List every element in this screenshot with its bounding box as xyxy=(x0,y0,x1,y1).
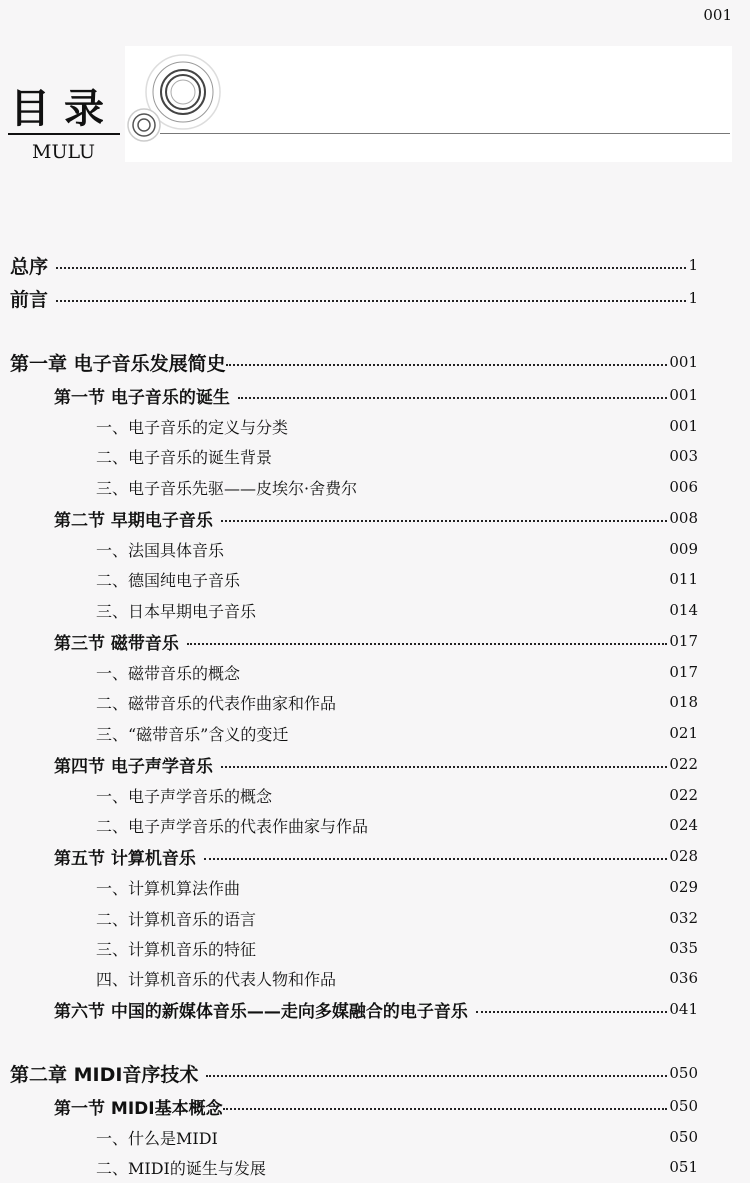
toc-entry-page: 024 xyxy=(669,816,698,834)
toc-dot-leader xyxy=(223,1108,668,1110)
toc-entry[interactable] xyxy=(0,626,698,656)
header-rule xyxy=(160,133,730,134)
toc-entry-page: 001 xyxy=(669,353,698,371)
toc-entry-title: 前言 xyxy=(10,288,49,311)
toc-entry-title: 总序 xyxy=(10,255,49,278)
toc-entry-page: 029 xyxy=(669,878,698,896)
toc-entry-page: 028 xyxy=(669,847,698,865)
toc-entry-page: 011 xyxy=(669,570,698,588)
toc-entry-title: 第五节 计算机音乐 xyxy=(54,848,196,869)
toc-entry-page: 032 xyxy=(669,909,698,927)
toc-entry-title: 二、磁带音乐的代表作曲家和作品 xyxy=(96,693,337,713)
toc-entry[interactable] xyxy=(0,780,698,810)
toc-entry-page: 001 xyxy=(669,386,698,404)
toc-dot-leader xyxy=(221,766,667,768)
toc-entry-title: 二、MIDI的诞生与发展 xyxy=(96,1158,266,1178)
page-subtitle: MULU xyxy=(32,141,96,163)
toc-entry[interactable] xyxy=(0,963,698,993)
toc-entry-title: 一、法国具体音乐 xyxy=(96,540,225,560)
toc-entry[interactable] xyxy=(0,347,698,377)
decorative-circles-icon xyxy=(120,50,230,145)
toc-entry[interactable] xyxy=(0,1058,698,1088)
toc-entry-page: 050 xyxy=(669,1128,698,1146)
toc-entry[interactable] xyxy=(0,841,698,871)
toc-entry-title: 一、磁带音乐的概念 xyxy=(96,663,241,683)
toc-entry[interactable] xyxy=(0,595,698,625)
toc-entry[interactable] xyxy=(0,810,698,840)
page-title: 目录 xyxy=(10,85,118,132)
toc-dot-leader xyxy=(238,397,667,399)
toc-entry-page: 022 xyxy=(669,755,698,773)
toc-entry-title: 第一章 电子音乐发展简史 xyxy=(10,352,226,375)
toc-entry-page: 036 xyxy=(669,969,698,987)
toc-entry[interactable] xyxy=(0,718,698,748)
toc-entry-title: 第二章 MIDI音序技术 xyxy=(10,1063,199,1086)
toc-entry-page: 051 xyxy=(669,1158,698,1176)
toc-entry[interactable] xyxy=(0,903,698,933)
toc-entry-title: 一、计算机算法作曲 xyxy=(96,878,241,898)
toc-entry-title: 二、电子音乐的诞生背景 xyxy=(96,447,273,467)
toc-entry-title: 四、计算机音乐的代表人物和作品 xyxy=(96,969,337,989)
toc-entry[interactable] xyxy=(0,657,698,687)
page-number: 001 xyxy=(703,6,732,24)
toc-entry-page: 001 xyxy=(669,417,698,435)
toc-dot-leader xyxy=(226,364,668,366)
toc-entry-title: 第三节 磁带音乐 xyxy=(54,633,179,654)
toc-entry-title: 一、什么是MIDI xyxy=(96,1128,218,1148)
toc-dot-leader xyxy=(476,1011,667,1013)
toc-entry-page: 1 xyxy=(688,256,698,274)
toc-entry[interactable] xyxy=(0,1152,698,1182)
toc-dot-leader xyxy=(204,858,667,860)
toc-entry[interactable] xyxy=(0,564,698,594)
toc-entry[interactable] xyxy=(0,994,698,1024)
toc-entry-title: 第六节 中国的新媒体音乐——走向多媒融合的电子音乐 xyxy=(54,1001,468,1022)
toc-entry-page: 006 xyxy=(669,478,698,496)
toc-dot-leader xyxy=(187,643,667,645)
toc-entry-page: 008 xyxy=(669,509,698,527)
toc-entry[interactable] xyxy=(0,283,698,313)
toc-entry[interactable] xyxy=(0,441,698,471)
toc-entry-title: 三、日本早期电子音乐 xyxy=(96,601,257,621)
toc-entry[interactable] xyxy=(0,534,698,564)
toc-entry-title: 第一节 电子音乐的诞生 xyxy=(54,387,230,408)
toc-entry[interactable] xyxy=(0,1091,698,1121)
toc-entry[interactable] xyxy=(0,411,698,441)
toc-dot-leader xyxy=(221,520,667,522)
toc-entry[interactable] xyxy=(0,687,698,717)
toc-dot-leader xyxy=(56,267,686,269)
toc-entry-page: 021 xyxy=(669,724,698,742)
toc-entry-page: 050 xyxy=(669,1097,698,1115)
toc-entry-title: 三、“磁带音乐”含义的变迁 xyxy=(96,724,289,744)
toc-entry-title: 第一节 MIDI基本概念 xyxy=(54,1098,223,1119)
toc-entry[interactable] xyxy=(0,749,698,779)
toc-entry-title: 第二节 早期电子音乐 xyxy=(54,510,213,531)
toc-dot-leader xyxy=(206,1075,667,1077)
toc-entry[interactable] xyxy=(0,872,698,902)
toc-dot-leader xyxy=(56,300,686,302)
toc-entry-page: 003 xyxy=(669,447,698,465)
toc-entry[interactable] xyxy=(0,503,698,533)
toc-entry-title: 三、电子音乐先驱——皮埃尔·舍费尔 xyxy=(96,478,358,498)
toc-entry[interactable] xyxy=(0,250,698,280)
toc-entry-page: 009 xyxy=(669,540,698,558)
toc-entry-title: 二、计算机音乐的语言 xyxy=(96,909,257,929)
toc-entry-page: 022 xyxy=(669,786,698,804)
toc-entry[interactable] xyxy=(0,380,698,410)
toc-entry-page: 041 xyxy=(669,1000,698,1018)
toc-entry-title: 一、电子音乐的定义与分类 xyxy=(96,417,289,437)
toc-entry-page: 017 xyxy=(669,632,698,650)
toc-entry-page: 014 xyxy=(669,601,698,619)
toc-entry-page: 050 xyxy=(669,1064,698,1082)
toc-entry-title: 二、德国纯电子音乐 xyxy=(96,570,241,590)
toc-entry-page: 035 xyxy=(669,939,698,957)
toc-entry-title: 三、计算机音乐的特征 xyxy=(96,939,257,959)
toc-entry-title: 二、电子声学音乐的代表作曲家与作品 xyxy=(96,816,369,836)
toc-entry-title: 一、电子声学音乐的概念 xyxy=(96,786,273,806)
title-underline xyxy=(8,133,120,135)
toc-entry-title: 第四节 电子声学音乐 xyxy=(54,756,213,777)
toc-entry[interactable] xyxy=(0,933,698,963)
toc-entry-page: 018 xyxy=(669,693,698,711)
toc-entry-page: 1 xyxy=(688,289,698,307)
toc-entry-page: 017 xyxy=(669,663,698,681)
toc-entry[interactable] xyxy=(0,1122,698,1152)
toc-entry[interactable] xyxy=(0,472,698,502)
